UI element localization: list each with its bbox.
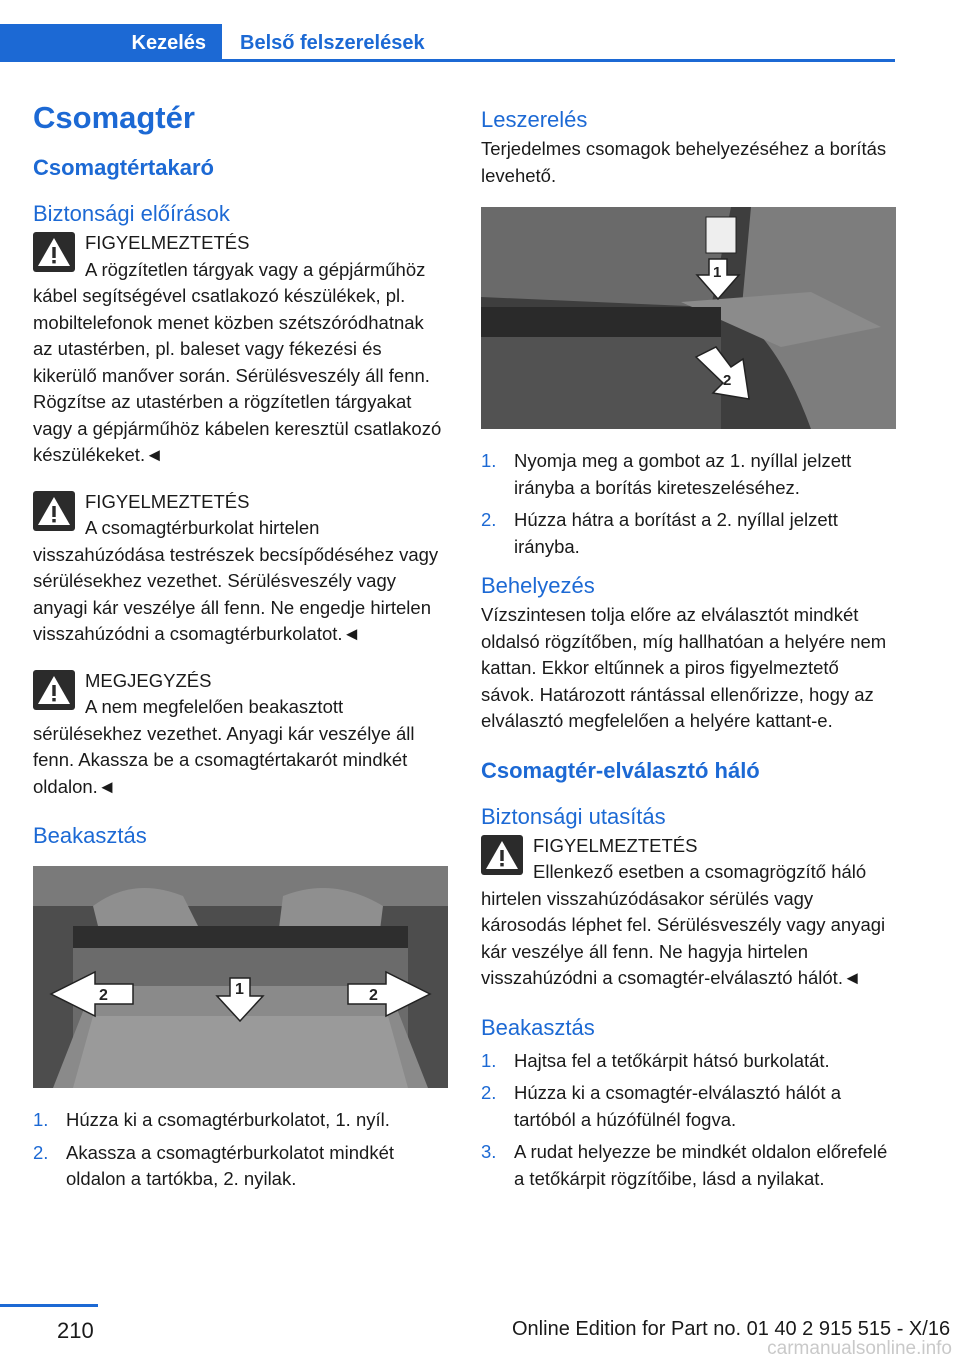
list-item <box>481 507 896 560</box>
footer-rule <box>0 1304 98 1307</box>
section-hook-net-heading: Beakasztás <box>481 1014 595 1040</box>
list-item <box>33 1107 448 1134</box>
arrow-label: 2 <box>99 987 108 1004</box>
remove-text: Terjedelmes csomagok behelyezéséhez a borítás levehető. <box>481 138 887 186</box>
tab-belso-felszerelesek[interactable]: Belső felszerelések <box>240 32 425 54</box>
remove-steps-list <box>481 448 896 560</box>
step-text: Nyomja meg a gombot az 1. nyíllal jelzett irányba a borítás kireteszeléséhez. <box>514 450 852 498</box>
list-item <box>481 1139 896 1192</box>
step-text: A rudat helyezze be mindkét oldalon előrefelé a tetőkárpit rögzítőibe, lásd a nyilakat. <box>514 1141 888 1189</box>
section-insert-heading: Behelyezés <box>481 573 595 598</box>
step-number: 2. <box>481 509 497 530</box>
warning-block <box>33 230 448 469</box>
arrow-label: 2 <box>723 372 732 389</box>
list-item <box>481 448 896 501</box>
section-hook-heading: Beakasztás <box>33 823 147 848</box>
step-number: 1. <box>33 1109 49 1130</box>
step-text: Húzza ki a csomagtér-elválasztó hálót a tartóból a húzófülnél fogva. <box>514 1082 841 1130</box>
step-number: 2. <box>481 1082 497 1103</box>
step-text: Húzza hátra a borítást a 2. nyíllal jelzett irányba. <box>514 509 838 557</box>
warning-triangle-icon <box>481 835 523 875</box>
hook-net-steps-list <box>481 1048 896 1193</box>
section-safety-heading: Biztonsági előírások <box>33 201 230 226</box>
step-number: 1. <box>481 1049 497 1071</box>
arrow-label: 1 <box>235 981 244 998</box>
tab-kezeles[interactable]: Kezelés <box>0 24 222 62</box>
luggage-cover-figure <box>33 866 448 1088</box>
step-number: 1. <box>481 450 497 471</box>
note-triangle-icon <box>33 670 75 710</box>
warning-label: FIGYELMEZTETÉS <box>85 490 250 512</box>
warning-text: Ellenkező esetben a csomagrögzítő háló hirtelen visszahúzódásakor sérülés vagy károsodás léphet fel. Sérülésveszély vagy anyagi kár veszélye áll fenn. Ne hagyja hirtelen visszahúzódni a csomagtér-elválasztó hálót.◄ <box>481 861 886 988</box>
warning-text: A rögzítetlen tárgyak vagy a gépjárműhöz kábel segítségével csatlakozó készülékek, pl. mobiltelefonok menet közben szétszóródhatnak az utastérben, pl. baleset vagy fékezési és kikerülő manőver során. Sérülésveszély áll fenn. Rögzítse az utastérben a rögzítetlen tárgyakat vagy a gépjárműhöz kábelen keresztül csatlakozó készülékeket.◄ <box>33 258 442 465</box>
cover-removal-figure <box>481 207 896 429</box>
step-text: Akassza a csomagtérburkolatot mindkét oldalon a tartókba, 2. nyilak. <box>66 1141 395 1189</box>
right-column <box>481 104 896 1198</box>
warning-label: FIGYELMEZTETÉS <box>85 232 250 253</box>
page-title: Csomagtér <box>33 100 195 135</box>
note-block <box>33 668 448 801</box>
hook-steps-list <box>33 1107 448 1193</box>
arrow-label: 1 <box>713 264 722 281</box>
note-label: MEGJEGYZÉS <box>85 669 212 691</box>
warning-triangle-icon <box>33 232 75 272</box>
warning-block <box>481 833 896 992</box>
header-bar <box>0 24 895 62</box>
section-title-net: Csomagtér-elválasztó háló <box>481 757 760 783</box>
left-column <box>33 98 448 1199</box>
step-number: 3. <box>481 1141 497 1162</box>
watermark: carmanualsonline.info <box>767 1338 952 1359</box>
section-safety-net-heading: Biztonsági utasítás <box>481 803 666 829</box>
arrow-label: 2 <box>369 987 378 1004</box>
note-text: A nem megfelelően beakasztott sérülésekhez vezethet. Anyagi kár veszélye áll fenn. Akassza be a csomagtértakarót mindkét oldalon.◄ <box>33 696 415 797</box>
warning-block <box>33 489 448 648</box>
warning-label: FIGYELMEZTETÉS <box>533 834 698 856</box>
list-item <box>33 1140 448 1193</box>
warning-text: A csomagtérburkolat hirtelen visszahúzódása testrészek becsípődéséhez vagy sérülésekhez vezethet. Sérülésveszély vagy anyagi kár veszélye áll fenn. Ne engedje hirtelen visszahúzódni a csomagtérburkolatot.◄ <box>33 517 439 644</box>
section-title-cover: Csomagtértakaró <box>33 155 214 180</box>
insert-text: Vízszintesen tolja előre az elválasztót mindkét oldalsó rögzítőben, míg hallhatóan a helyére nem kattan. Ekkor eltűnnek a piros figyelmeztető sávok. Határozott rántással ellenőrizze, hogy az elválasztó megfelelően a helyére kattant-e. <box>481 604 887 731</box>
header-rule <box>0 59 895 62</box>
page-number: 210 <box>57 1318 94 1343</box>
step-text: Húzza ki a csomagtérburkolatot, 1. nyíl. <box>66 1109 390 1130</box>
step-text: Hajtsa fel a tetőkárpit hátsó burkolatát. <box>514 1049 830 1071</box>
list-item <box>481 1080 896 1133</box>
warning-triangle-icon <box>33 491 75 531</box>
list-item <box>481 1048 896 1075</box>
section-remove-heading: Leszerelés <box>481 107 588 132</box>
edition-note: Online Edition for Part no. 01 40 2 915 515 - X/16 <box>512 1318 951 1340</box>
step-number: 2. <box>33 1141 49 1163</box>
